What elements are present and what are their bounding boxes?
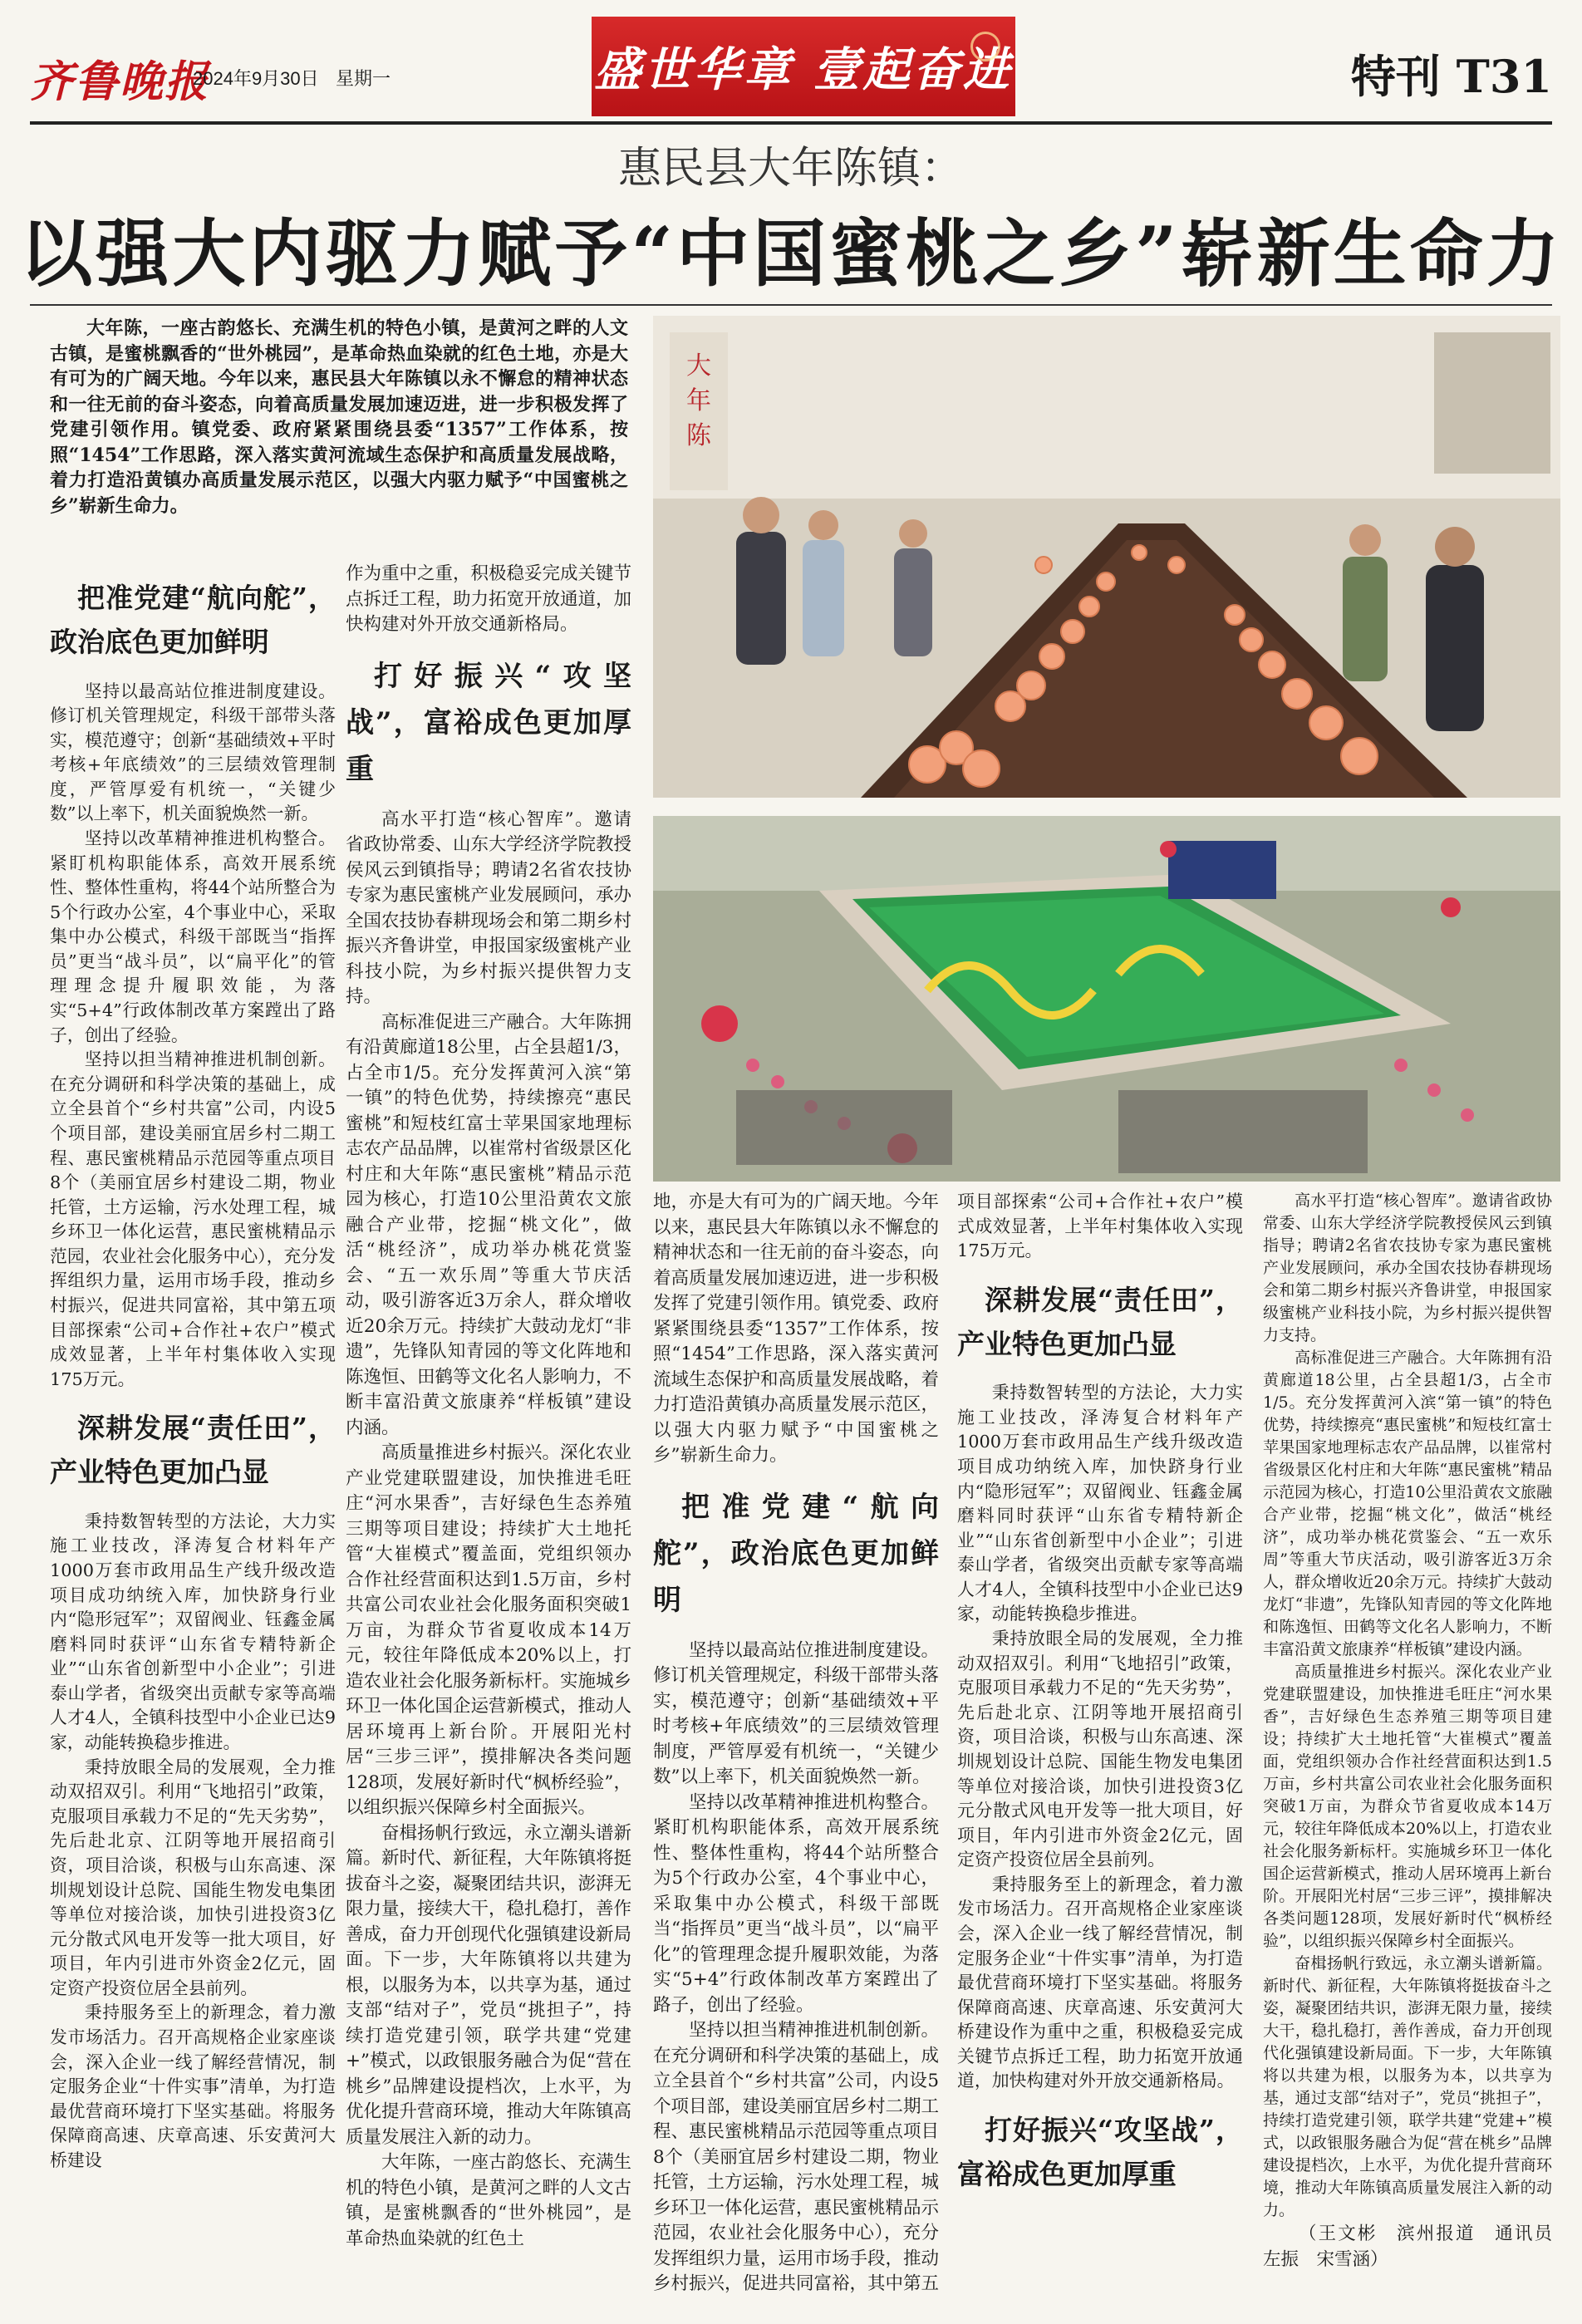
column-5 [1263, 1190, 1570, 2272]
paragraph: 坚持以改革精神推进机构整合。紧盯机构职能体系，高效开展系统性、整体性重构，将44个站所整合为5个行政办公室，4个事业中心，采取集中办公模式，科级干部既当“指挥员”更当“战斗员”，以“扁平化”的管理理念提升履职效能，为落实“5+4”行政体制改革方案蹚出了路子，创出了经验。 [50, 828, 336, 1045]
paragraph: 坚持以改革精神推进机构整合。紧盯机构职能体系，高效开展系统性、整体性重构，将44个站所整合为5个行政办公室，4个事业中心，采取集中办公模式，科级干部既当“指挥员”更当“战斗员”，以“扁平化”的管理理念提升履职效能，为落实“5+4”行政体制改革方案蹚出了路子，创出了经验。 [653, 1791, 940, 2016]
sign-char-2: 年 [686, 386, 711, 415]
paragraph: 项目部探索“公司+合作社+农户”模式成效显著，上半年村集体收入实现175万元。 [957, 1191, 1243, 1261]
column-4 [957, 1190, 1243, 2212]
masthead [30, 17, 1552, 116]
paragraph: 坚持以担当精神推进机制创新。在充分调研和科学决策的基础上，成立全县首个“乡村共富”公司，内设5个项目部，建设美丽宜居乡村二期工程、惠民蜜桃精品示范园等重点项目8个（美丽宜居乡村建设二期，物业托管，土方运输，污水处理工程，城乡环卫一体化运营，惠民蜜桃精品示范园，农业社会化服务中心），充分发挥组织力量，运用市场手段，推动乡村振兴，促进共同富裕，其中第五项目部探索“公司+合作社+农户”模式成效显著，上半年村集体收入实现175万元。 [50, 1049, 336, 1389]
banner-ring-icon [970, 32, 1000, 61]
paragraph: 作为重中之重，积极稳妥完成关键节点拆迁工程，助力拓宽开放通道，加快构建对外开放交通新格局。 [346, 563, 632, 635]
photo-aerial-festival [653, 816, 1560, 1182]
paragraph: 地，亦是大有可为的广阔天地。今年以来，惠民县大年陈镇以永不懈怠的精神状态和一往无前的奋斗姿态，向着高质量发展加速迈进，进一步积极发挥了党建引领作用。镇党委、政府紧紧围绕县委“1357”工作体系，按照“1454”工作思路，深入落实黄河流域生态保护和高质量发展战略，着力打造沿黄镇办高质量发展示范区，以强大内驱力赋予“中国蜜桃之乡”崭新生命力。 [653, 1191, 940, 1466]
masthead-rule [30, 121, 1552, 125]
banner-slogan: 盛世华章 壹起奋进 [594, 43, 1013, 97]
page-label: 特刊 T31 [1350, 50, 1552, 103]
newspaper-logo: 齐鲁晚报 [30, 57, 210, 107]
headline-rule [30, 304, 1552, 306]
aerial-festival-illustration [653, 816, 1560, 1182]
section-title: 把准党建“航向舵”，政治底色更加鲜明 [653, 1490, 939, 1617]
paragraph: 高标准促进三产融合。大年陈拥有沿黄廊道18公里，占全县超1/3，占全市1/5。充分发挥黄河入滨“第一镇”的特色优势，持续擦亮“惠民蜜桃”和短枝红富士苹果国家地理标志农产品品牌，以崔常村省级景区化村庄和大年陈“惠民蜜桃”精品示范园为核心，打造10公里沿黄农文旅融合产业带，挖掘“桃文化”，做活“桃经济”，成功举办桃花赏鉴会、“五一欢乐周”等重大节庆活动，吸引游客近3万余人，群众增收近20余万元。持续扩大鼓动龙灯“非遗”，先锋队知青园的等文化阵地和陈逸恒、田鹤等文化名人影响力，不断丰富沿黄文旅康养“样板镇”建设内涵。 [1263, 1349, 1552, 1658]
paragraph: 坚持以担当精神推进机制创新。在充分调研和科学决策的基础上，成立全县首个“乡村共富”公司，内设5个项目部，建设美丽宜居乡村二期工程、惠民蜜桃精品示范园等重点项目8个（美丽宜居乡村建设二期，物业托管，土方运输，污水处理工程，城乡环卫一体化运营，惠民蜜桃精品示范园，农业社会化服务中心），充分发挥组织力量，运用市场手段，推动乡村振兴，促进共同富裕，其中第五 [653, 2020, 940, 2294]
section-title: 打好振兴“攻坚战”，富裕成色更加厚重 [346, 659, 631, 786]
paragraph: 秉持服务至上的新理念，着力激发市场活力。召开高规格企业家座谈会，深入企业一线了解经营情况，制定服务企业“十件实事”清单，为打造最优营商环境打下坚实基础。将服务保障商高速、庆章高速、乐安黄河大桥建设 [50, 2002, 336, 2170]
paragraph: 秉持数智转型的方法论，大力实施工业技改，泽涛复合材料年产1000万套市政用品生产线升级改造项目成功纳统入库，加快跻身行业内“隐形冠军”；双留阀业、钰鑫金属磨料同时获评“山东省专精特新企业”“山东省创新型中小企业”；引进泰山学者，省级突出贡献专家等高端人才4人，全镇科技型中小企业已达9家，动能转换稳步推进。 [957, 1383, 1243, 1624]
paragraph: 高标准促进三产融合。大年陈拥有沿黄廊道18公里，占全县超1/3，占全市1/5。充分发挥黄河入滨“第一镇”的特色优势，持续擦亮“惠民蜜桃”和短枝红富士苹果国家地理标志农产品品牌，以崔常村省级景区化村庄和大年陈“惠民蜜桃”精品示范园为核心，打造10公里沿黄农文旅融合产业带，挖掘“桃文化”，做活“桃经济”，成功举办桃花赏鉴会、“五一欢乐周”等重大节庆活动，吸引游客近3万余人，群众增收近20余万元。持续扩大鼓动龙灯“非遗”，先锋队知青园的等文化阵地和陈逸恒、田鹤等文化名人影响力，不断丰富沿黄文旅康养“样板镇”建设内涵。 [346, 1011, 632, 1438]
peach-tasting-illustration [653, 316, 1560, 798]
section-title: 深耕发展“责任田”，产业特色更加凸显 [957, 1283, 1243, 1360]
paragraph: 秉持数智转型的方法论，大力实施工业技改，泽涛复合材料年产1000万套市政用品生产线升级改造项目成功纳统入库，加快跻身行业内“隐形冠军”；双留阀业、钰鑫金属磨料同时获评“山东省专精特新企业”“山东省创新型中小企业”；引进泰山学者，省级突出贡献专家等高端人才4人，全镇科技型中小企业已达9家，动能转换稳步推进。 [50, 1511, 336, 1753]
photo-peach-tasting [653, 316, 1560, 798]
header-banner [592, 17, 1015, 116]
byline: （王文彬 滨州报道 通讯员 左振 宋雪涵） [1263, 2223, 1570, 2270]
paragraph: 高质量推进乡村振兴。深化农业产业党建联盟建设，加快推进毛旺庄“河水果香”，吉好绿色生态养殖三期等项目建设；持续扩大土地托管“大崔模式”覆盖面，党组织领办合作社经营面积达到1.5万亩，乡村共富公司农业社会化服务面积突破1万亩，为群众节省夏收成本14万元，较往年降低成本20%以上，打造农业社会化服务新标杆。实施城乡环卫一体化国企运营新模式，推动人居环境再上新台阶。开展阳光村居“三步三评”，摸排解决各类问题128项，发展好新时代“枫桥经验”，以组织振兴保障乡村全面振兴。 [1263, 1663, 1552, 1950]
article-intro [50, 316, 628, 518]
intro-paragraph: 大年陈，一座古韵悠长、充满生机的特色小镇，是黄河之畔的人文古镇，是蜜桃飘香的“世外桃园”，是革命热血染就的红色土地，亦是大有可为的广阔天地。今年以来，惠民县大年陈镇以永不懈怠的精神状态和一往无前的奋斗姿态，向着高质量发展加速迈进，进一步积极发挥了党建引领作用。镇党委、政府紧紧围绕县委“1357”工作体系，按照“1454”工作思路，深入落实黄河流域生态保护和高质量发展战略，着力打造沿黄镇办高质量发展示范区，以强大内驱力赋予“中国蜜桃之乡”崭新生命力。 [50, 317, 628, 517]
column-3 [653, 1190, 939, 2297]
sign-char-1: 大 [686, 351, 711, 381]
sign-char-3: 陈 [686, 421, 711, 450]
headline-title: 以强大内驱力赋予“中国蜜桃之乡”崭新生命力 [19, 210, 1563, 297]
column-2 [346, 562, 631, 2252]
section-title: 把准党建“航向舵”，政治底色更加鲜明 [50, 582, 336, 658]
column-1 [50, 562, 336, 2173]
paragraph: 坚持以最高站位推进制度建设。修订机关管理规定，科级干部带头落实，模范遵守；创新“基础绩效+平时考核+年底绩效”的三层绩效管理制度，严管厚爱有机统一，“关键少数”以上率下，机关面貌焕然一新。 [50, 680, 336, 824]
paragraph: 坚持以最高站位推进制度建设。修订机关管理规定，科级干部带头落实，模范遵守；创新“基础绩效+平时考核+年底绩效”的三层绩效管理制度，严管厚爱有机统一，“关键少数”以上率下，机关面貌焕然一新。 [653, 1639, 940, 1787]
section-title: 深耕发展“责任田”，产业特色更加凸显 [50, 1412, 336, 1489]
publication-date: 2024年9月30日 [193, 68, 319, 89]
paragraph: 大年陈，一座古韵悠长、充满生机的特色小镇，是黄河之畔的人文古镇，是蜜桃飘香的“世外桃园”，是革命热血染就的红色土 [346, 2152, 632, 2249]
paragraph: 秉持服务至上的新理念，着力激发市场活力。召开高规格企业家座谈会，深入企业一线了解经营情况，制定服务企业“十件实事”清单，为打造最优营商环境打下坚实基础。将服务保障商高速、庆章高速、乐安黄河大桥建设作为重中之重，积极稳妥完成关键节点拆迁工程，助力拓宽开放通道，加快构建对外开放交通新格局。 [957, 1874, 1243, 2091]
paragraph: 奋楫扬帆行致远，永立潮头谱新篇。新时代、新征程，大年陈镇将挺拔奋斗之姿，凝聚团结共识，澎湃无限力量，接续大干，稳扎稳打，善作善成，奋力开创现代化强镇建设新局面。下一步，大年陈镇将以共建为根，以服务为本，以共享为基，通过支部“结对子”，党员“挑担子”，持续打造党建引领，联学共建“党建+”模式，以政银服务融合为促“营在桃乡”品牌建设提档次，上水平，为优化提升营商环境，推动大年陈镇高质量发展注入新的动力。 [1263, 1954, 1552, 2219]
publication-weekday: 星期一 [336, 68, 391, 89]
paragraph: 高水平打造“核心智库”。邀请省政协常委、山东大学经济学院教授侯风云到镇指导；聘请2名省农技协专家为惠民蜜桃产业发展顾问，承办全国农技协春耕现场会和第二期乡村振兴齐鲁讲堂，申报国家级蜜桃产业科技小院，为乡村振兴提供智力支持。 [1263, 1191, 1552, 1344]
paragraph: 高质量推进乡村振兴。深化农业产业党建联盟建设，加快推进毛旺庄“河水果香”，吉好绿色生态养殖三期等项目建设；持续扩大土地托管“大崔模式”覆盖面，党组织领办合作社经营面积达到1.5万亩，乡村共富公司农业社会化服务面积突破1万亩，为群众节省夏收成本14万元，较往年降低成本20%以上，打造农业社会化服务新标杆。实施城乡环卫一体化国企运营新模式，推动人居环境再上新台阶。开展阳光村居“三步三评”，摸排解决各类问题128项，发展好新时代“枫桥经验”，以组织振兴保障乡村全面振兴。 [346, 1442, 632, 1818]
headline-kicker: 惠民县大年陈镇： [617, 144, 964, 194]
paragraph: 高水平打造“核心智库”。邀请省政协常委、山东大学经济学院教授侯风云到镇指导；聘请2名省农技协专家为惠民蜜桃产业发展顾问，承办全国农技协春耕现场会和第二期乡村振兴齐鲁讲堂，申报国家级蜜桃产业科技小院，为乡村振兴提供智力支持。 [346, 808, 632, 1007]
paragraph: 秉持放眼全局的发展观，全力推动双招双引。利用“飞地招引”政策，克服项目承载力不足的“先天劣势”，先后赴北京、江阴等地开展招商引资，项目洽谈，积极与山东高速、深圳规划设计总院、国能生物发电集团等单位对接洽谈，加快引进投资3亿元分散式风电开发等一批大项目，好项目，年内引进市外资金2亿元，固定资产投资位居全县前列。 [957, 1629, 1243, 1870]
section-title: 打好振兴“攻坚战”，富裕成色更加厚重 [957, 2114, 1243, 2190]
paragraph: 奋楫扬帆行致远，永立潮头谱新篇。新时代、新征程，大年陈镇将挺拔奋斗之姿，凝聚团结共识，澎湃无限力量，接续大干，稳扎稳打，善作善成，奋力开创现代化强镇建设新局面。下一步，大年陈镇将以共建为根，以服务为本，以共享为基，通过支部“结对子”，党员“挑担子”，持续打造党建引领，联学共建“党建+”模式，以政银服务融合为促“营在桃乡”品牌建设提档次，上水平，为优化提升营商环境，推动大年陈镇高质量发展注入新的动力。 [346, 1822, 632, 2148]
paragraph: 秉持放眼全局的发展观，全力推动双招双引。利用“飞地招引”政策，克服项目承载力不足的“先天劣势”，先后赴北京、江阴等地开展招商引资，项目洽谈，积极与山东高速、深圳规划设计总院、国能生物发电集团等单位对接洽谈，加快引进投资3亿元分散式风电开发等一批大项目，好项目，年内引进市外资金2亿元，固定资产投资位居全县前列。 [50, 1757, 336, 1998]
